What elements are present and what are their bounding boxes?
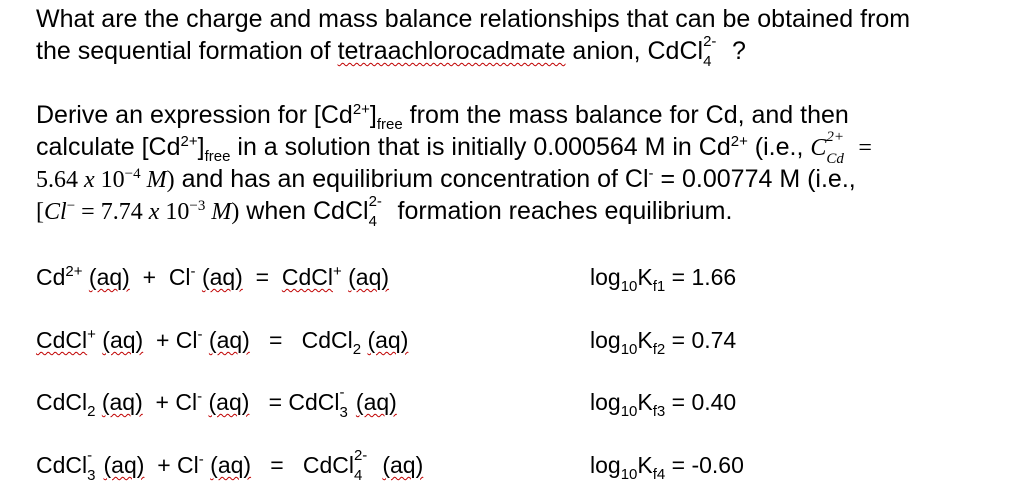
derive-text: in a solution that is initially 0.000564 M in Cd bbox=[230, 133, 731, 161]
derive-line-4 bbox=[36, 193, 733, 230]
derive-text: Derive an expression for [Cd bbox=[36, 101, 353, 129]
charge-script: 2- 4 bbox=[368, 193, 382, 230]
reaction-3: CdCl$_2$ (aq) + Cl- (aq) = CdCl - 3 (aq) bbox=[36, 384, 397, 421]
derive-text: (i.e., bbox=[747, 133, 811, 161]
subscript: free bbox=[376, 116, 403, 134]
charge-script: 2- 4 bbox=[703, 33, 717, 70]
derive-text: calculate [Cd bbox=[36, 133, 181, 161]
superscript: 2+ bbox=[730, 132, 748, 150]
derive-text: when CdCl bbox=[239, 197, 369, 225]
reaction-4: CdCl - 3 (aq) + Cl- (aq) = CdCl 2- 4 (aq) bbox=[36, 447, 424, 484]
math-expression: [Cl− = 7.74 x $10^{-3}$ M) bbox=[36, 197, 240, 225]
math-expression: 5.64 x $10^{-4}$ M) bbox=[36, 165, 175, 193]
derive-line-1 bbox=[36, 100, 849, 134]
superscript: 2+ bbox=[352, 100, 370, 118]
derive-text: formation reaches equilibrium. bbox=[390, 197, 733, 225]
question-line-1 bbox=[36, 4, 910, 34]
derive-text: from the mass balance for Cd, and then bbox=[402, 101, 849, 129]
question-line-2 bbox=[36, 33, 746, 70]
question-text: the sequential formation of bbox=[36, 37, 338, 65]
derive-line-3 bbox=[36, 164, 856, 195]
derive-text: ] bbox=[197, 133, 205, 161]
log-k-f1: $\log_{10}K_{f1} = 1.66$ bbox=[590, 264, 737, 296]
question-text: What are the charge and mass balance relationships that can be obtained from bbox=[36, 5, 911, 33]
log-k-f3: $\log_{10}K_{f3} = 0.40$ bbox=[590, 389, 737, 421]
reaction-2: CdCl+ (aq) + Cl- (aq) = CdCl$_2$ (aq) bbox=[36, 325, 409, 359]
log-k-f2: $\log_{10}K_{f2} = 0.74$ bbox=[590, 327, 737, 359]
derive-line-2 bbox=[36, 129, 872, 167]
derive-text: and has an equilibrium concentration of Cl bbox=[174, 165, 649, 193]
anion-name: tetraachlorocadmate bbox=[337, 37, 566, 65]
question-text: ? bbox=[725, 37, 746, 65]
reaction-1: $Cd^{2+}$ (aq) + Cl- (aq) = CdCl+ (aq) bbox=[36, 262, 390, 290]
superscript: - bbox=[648, 164, 654, 182]
log-k-f4: $\log_{10}K_{f4} = -0.60$ bbox=[590, 452, 744, 484]
superscript: 2+ bbox=[180, 132, 198, 150]
question-text: anion, CdCl bbox=[565, 37, 704, 65]
derive-text: = 0.00774 M (i.e., bbox=[653, 165, 856, 193]
derive-text: ] bbox=[369, 101, 377, 129]
math-expression: C 2+ Cd = bbox=[810, 129, 872, 167]
subscript: free bbox=[204, 148, 231, 166]
